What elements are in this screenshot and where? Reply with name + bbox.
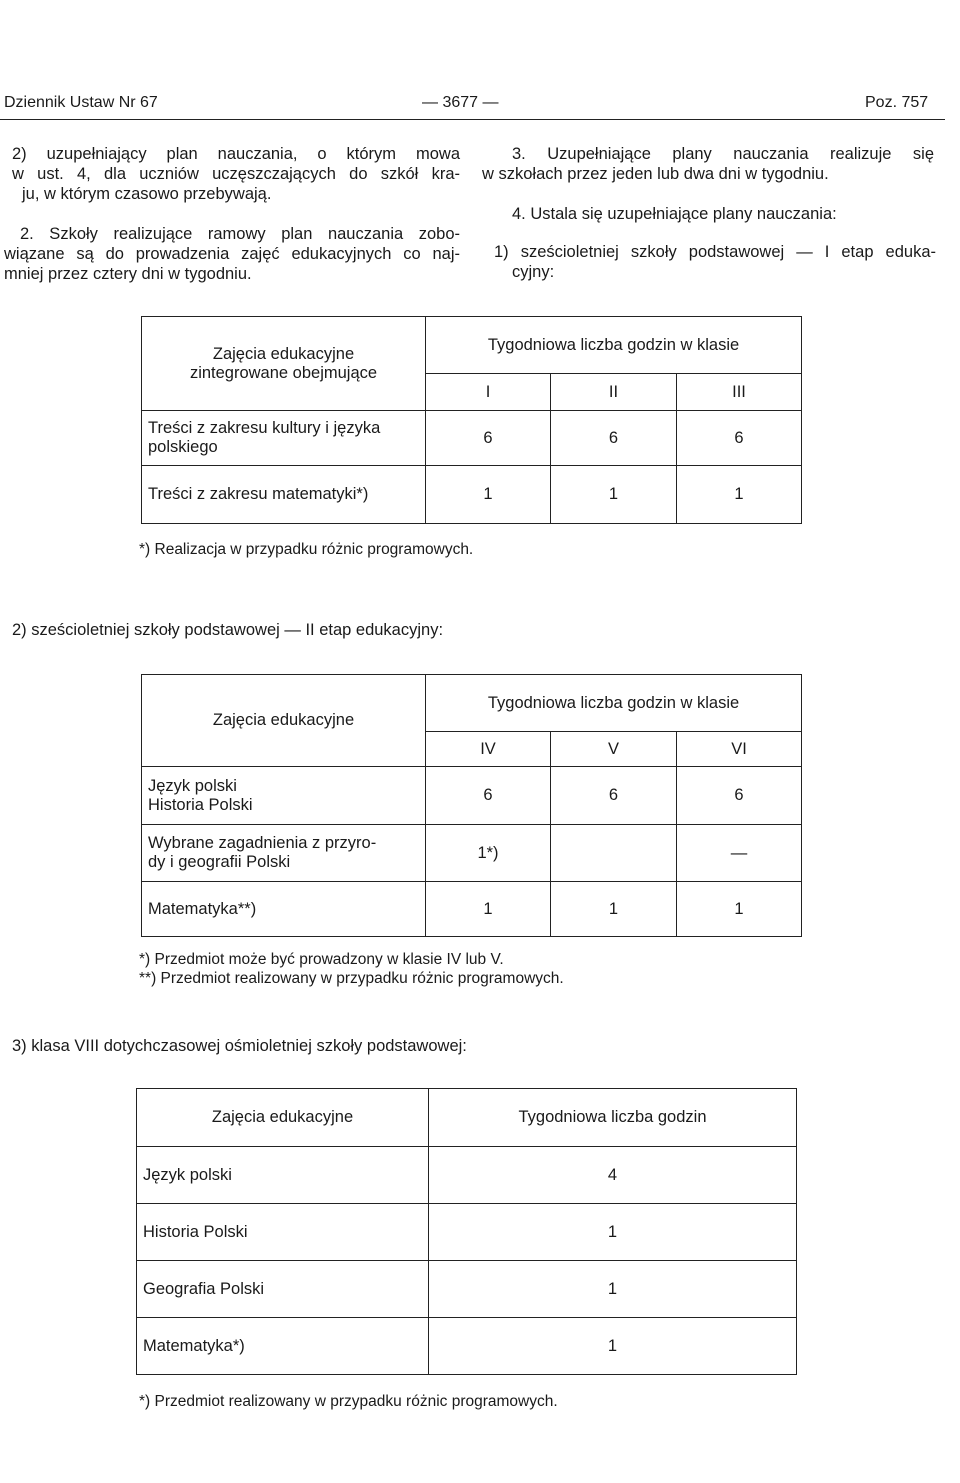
hours-cell: 6	[551, 411, 677, 466]
hours-cell: 6	[426, 767, 551, 825]
section-3-title: 3) klasa VIII dotychczasowej ośmioletniej szkoły podstawowej:	[12, 1037, 467, 1055]
item-1-stage-one	[494, 242, 936, 282]
text-line: 2. Szkoły realizujące ramowy plan nauczania zobo-	[20, 225, 460, 243]
hours-cell	[551, 825, 677, 882]
table-stage-two	[141, 674, 802, 937]
table-2-footnote: **) Przedmiot realizowany w przypadku różnic programowych.	[139, 970, 564, 987]
row-label: Matematyka*)	[137, 1318, 429, 1375]
text-line: wiązane są do prowadzenia zajęć edukacyjnych co naj-	[4, 245, 460, 263]
hours-cell: 1	[429, 1261, 797, 1318]
hours-cell: 6	[551, 767, 677, 825]
class-header: I	[426, 374, 551, 411]
text-line: 1) sześcioletniej szkoły podstawowej — I etap eduka-	[494, 243, 936, 261]
table-stage-one	[141, 316, 802, 524]
row-label: Geografia Polski	[137, 1261, 429, 1318]
table-row	[137, 1261, 797, 1318]
class-header: III	[677, 374, 802, 411]
row-label: Język polski	[137, 1147, 429, 1204]
text-line: mniej przez cztery dni w tygodniu.	[4, 265, 252, 283]
header-rule	[0, 119, 945, 120]
row-label: Matematyka**)	[142, 882, 426, 937]
column-header-weekly-hours: Tygodniowa liczba godzin w klasie	[426, 317, 802, 374]
hours-cell: 1	[429, 1318, 797, 1375]
class-header: II	[551, 374, 677, 411]
row-label: Język polski Historia Polski	[142, 767, 426, 825]
text-line: 2) uzupełniający plan nauczania, o którym mowa	[12, 145, 460, 163]
row-label: Historia Polski	[137, 1204, 429, 1261]
hours-cell: 1	[551, 466, 677, 524]
column-header-weekly-hours: Tygodniowa liczba godzin w klasie	[426, 675, 802, 732]
paragraph-4: 4. Ustala się uzupełniające plany nauczania:	[512, 205, 837, 223]
table-row	[137, 1318, 797, 1375]
hours-cell: 1	[677, 466, 802, 524]
hours-cell: 1	[426, 466, 551, 524]
table-3-footnote: *) Przedmiot realizowany w przypadku różnic programowych.	[139, 1393, 558, 1410]
hours-cell: 6	[677, 767, 802, 825]
table-row	[142, 767, 802, 825]
text-line: 3. Uzupełniające plany nauczania realizuje się	[512, 145, 934, 163]
section-2-title: 2) sześcioletniej szkoły podstawowej — II etap edukacyjny:	[12, 621, 444, 639]
class-header: V	[551, 732, 677, 767]
text-line: w szkołach przez jeden lub dwa dni w tygodniu.	[482, 165, 829, 183]
table-row	[137, 1147, 797, 1204]
column-header-weekly-hours: Tygodniowa liczba godzin	[429, 1089, 797, 1147]
table-1-footnote: *) Realizacja w przypadku różnic programowych.	[139, 541, 474, 558]
position-number: Poz. 757	[865, 94, 929, 111]
paragraph-3	[482, 144, 934, 184]
table-row	[137, 1204, 797, 1261]
row-label: Treści z zakresu matematyki*)	[142, 466, 426, 524]
row-label: Wybrane zagadnienia z przyro- dy i geografii Polski	[142, 825, 426, 882]
hours-cell: —	[677, 825, 802, 882]
column-header-subjects: Zajęcia edukacyjne	[142, 675, 426, 767]
table-row	[142, 411, 802, 466]
table-row	[142, 825, 802, 882]
table-row	[142, 882, 802, 937]
hours-cell: 4	[429, 1147, 797, 1204]
hours-cell: 1	[551, 882, 677, 937]
table-row	[142, 466, 802, 524]
hours-cell: 1	[677, 882, 802, 937]
hours-cell: 6	[677, 411, 802, 466]
table-class-eight	[136, 1088, 797, 1375]
row-label: Treści z zakresu kultury i języka polskiego	[142, 411, 426, 466]
hours-cell: 1	[426, 882, 551, 937]
text-line: w ust. 4, dla uczniów uczęszczających do szkół kra-	[12, 165, 460, 183]
page-number: — 3677 —	[422, 94, 499, 111]
paragraph-2	[4, 224, 460, 284]
table-2-footnote: *) Przedmiot może być prowadzony w klasie IV lub V.	[139, 951, 504, 968]
class-header: VI	[677, 732, 802, 767]
item-2-supplementary-plan	[12, 144, 460, 204]
column-header-subjects: Zajęcia edukacyjne zintegrowane obejmujące	[142, 317, 426, 411]
text-line: cyjny:	[512, 263, 555, 281]
journal-title: Dziennik Ustaw Nr 67	[4, 94, 158, 111]
class-header: IV	[426, 732, 551, 767]
column-header-subjects: Zajęcia edukacyjne	[137, 1089, 429, 1147]
hours-cell: 6	[426, 411, 551, 466]
hours-cell: 1*)	[426, 825, 551, 882]
hours-cell: 1	[429, 1204, 797, 1261]
text-line: ju, w którym czasowo przebywają.	[22, 185, 272, 203]
